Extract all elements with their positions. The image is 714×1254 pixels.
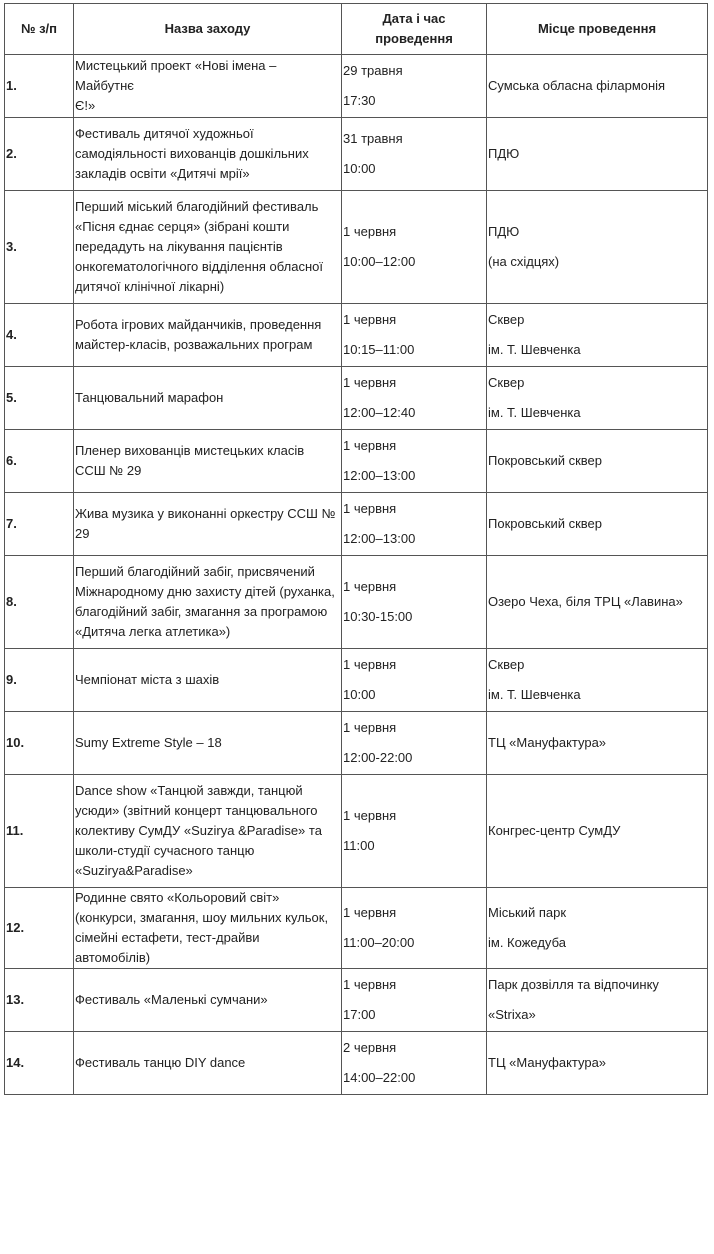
event-name — [74, 712, 342, 775]
event-name — [74, 888, 342, 969]
event-name-line: Перший благодійний забіг, присвячений — [75, 564, 315, 579]
spacer — [488, 923, 707, 933]
event-name — [74, 493, 342, 556]
event-date: 29 травня — [343, 63, 403, 78]
header-date-line1: Дата і час — [382, 11, 446, 26]
event-number: 9. — [5, 649, 74, 712]
spacer — [343, 330, 486, 340]
event-name-line: колективу СумДУ «Suzirya &Paradise» та — [75, 823, 322, 838]
event-datetime — [342, 775, 487, 888]
event-datetime — [342, 367, 487, 430]
event-name-line: усюди» (звітний концерт танцювального — [75, 803, 318, 818]
event-name-line: Пленер вихованців мистецьких класів — [75, 443, 305, 458]
event-place-line: Сквер — [488, 312, 525, 327]
event-datetime — [342, 304, 487, 367]
event-name — [74, 1032, 342, 1095]
event-name-line: Є!» — [75, 98, 96, 113]
header-num: № з/п — [5, 4, 74, 55]
event-time: 10:30-15:00 — [343, 609, 413, 624]
event-time: 17:30 — [343, 93, 376, 108]
event-place — [487, 55, 708, 118]
event-date: 31 травня — [343, 131, 403, 146]
event-place-line: ім. Кожедуба — [488, 935, 566, 950]
header-name: Назва заходу — [74, 4, 342, 55]
event-name — [74, 367, 342, 430]
table-body — [5, 55, 708, 1095]
table-row — [5, 969, 708, 1032]
event-place — [487, 888, 708, 969]
event-time: 11:00 — [343, 838, 375, 853]
event-date: 1 червня — [343, 579, 397, 594]
event-time: 12:00-22:00 — [343, 750, 413, 765]
spacer — [343, 149, 486, 159]
event-date: 1 червня — [343, 657, 397, 672]
event-name-line: Жива музика у виконанні оркестру ССШ № — [75, 506, 336, 521]
event-name-line: «Suzirya&Paradise» — [75, 863, 193, 878]
event-number: 11. — [5, 775, 74, 888]
event-name — [74, 430, 342, 493]
table-row — [5, 191, 708, 304]
spacer — [488, 675, 707, 685]
event-datetime — [342, 118, 487, 191]
event-datetime — [342, 191, 487, 304]
spacer — [343, 242, 486, 252]
event-name — [74, 556, 342, 649]
event-number: 8. — [5, 556, 74, 649]
spacer — [343, 826, 486, 836]
spacer — [343, 81, 486, 91]
event-place — [487, 304, 708, 367]
table-row — [5, 1032, 708, 1095]
event-datetime — [342, 493, 487, 556]
spacer — [343, 519, 486, 529]
event-place-line: ім. Т. Шевченка — [488, 687, 581, 702]
event-place-line: ТЦ «Мануфактура» — [488, 735, 607, 750]
spacer — [343, 738, 486, 748]
table-row — [5, 775, 708, 888]
table-row — [5, 712, 708, 775]
event-place — [487, 1032, 708, 1095]
table-row — [5, 304, 708, 367]
event-place-line: ПДЮ — [488, 224, 520, 239]
event-number: 7. — [5, 493, 74, 556]
event-place-line: Міський парк — [488, 905, 566, 920]
event-place — [487, 430, 708, 493]
event-date: 1 червня — [343, 720, 397, 735]
event-name-line: Перший міський благодійний фестиваль — [75, 199, 319, 214]
event-name-line: 29 — [75, 526, 90, 541]
spacer — [343, 923, 486, 933]
event-place-line: (на східцях) — [488, 254, 560, 269]
table-row — [5, 649, 708, 712]
event-time: 14:00–22:00 — [343, 1070, 416, 1085]
table-row — [5, 55, 708, 118]
spacer — [343, 597, 486, 607]
event-name — [74, 191, 342, 304]
event-name — [74, 649, 342, 712]
event-name-line: Фестиваль «Маленькі сумчани» — [75, 992, 268, 1007]
event-name-line: майстер-класів, розважальних програм — [75, 337, 313, 352]
event-name-line: Dance show «Танцюй завжди, танцюй — [75, 783, 303, 798]
table-row — [5, 493, 708, 556]
table-row — [5, 430, 708, 493]
event-name-line: Міжнародному дню захисту дітей (руханка, — [75, 584, 335, 599]
event-place — [487, 712, 708, 775]
event-place-line: Сквер — [488, 375, 525, 390]
spacer — [488, 995, 707, 1005]
event-place — [487, 118, 708, 191]
event-place-line: «Strixa» — [488, 1007, 536, 1022]
event-number: 14. — [5, 1032, 74, 1095]
event-name-line: передадуть на лікування пацієнтів — [75, 239, 283, 254]
event-place — [487, 191, 708, 304]
event-number: 2. — [5, 118, 74, 191]
event-date: 1 червня — [343, 808, 397, 823]
event-name — [74, 969, 342, 1032]
event-number: 6. — [5, 430, 74, 493]
event-date: 1 червня — [343, 501, 397, 516]
event-place-line: ім. Т. Шевченка — [488, 405, 581, 420]
table-row — [5, 556, 708, 649]
spacer — [343, 1058, 486, 1068]
event-date: 1 червня — [343, 977, 397, 992]
event-place — [487, 969, 708, 1032]
event-name — [74, 118, 342, 191]
event-name-line: (конкурси, змагання, шоу мильних кульок, — [75, 910, 329, 925]
event-place-line: Покровський сквер — [488, 516, 602, 531]
table-header-row — [5, 4, 708, 55]
event-datetime — [342, 430, 487, 493]
event-number: 5. — [5, 367, 74, 430]
event-place-line: Парк дозвілля та відпочинку — [488, 977, 659, 992]
event-date: 2 червня — [343, 1040, 397, 1055]
event-name-line: онкогематологічного відділення обласної — [75, 259, 323, 274]
event-name-line: ССШ № 29 — [75, 463, 142, 478]
event-place-line: Сквер — [488, 657, 525, 672]
event-place-line: Озеро Чеха, біля ТРЦ «Лавина» — [488, 594, 683, 609]
event-number: 4. — [5, 304, 74, 367]
event-name-line: закладів освіти «Дитячі мрії» — [75, 166, 250, 181]
event-number: 10. — [5, 712, 74, 775]
event-time: 12:00–13:00 — [343, 531, 416, 546]
header-date — [342, 4, 487, 55]
event-name-line: Sumy Extreme Style – 18 — [75, 735, 222, 750]
event-time: 11:00–20:00 — [343, 935, 415, 950]
spacer — [488, 330, 707, 340]
event-name-line: дитячої клінічної лікарні) — [75, 279, 225, 294]
event-datetime — [342, 55, 487, 118]
event-name-line: «Пісня єднає серця» (зібрані кошти — [75, 219, 290, 234]
event-place-line: Сумська обласна філармонія — [488, 78, 666, 93]
event-date: 1 червня — [343, 905, 397, 920]
event-name-line: благодійний забіг, змагання за програмою — [75, 604, 328, 619]
event-name-line: Танцювальний марафон — [75, 390, 224, 405]
event-place-line: ТЦ «Мануфактура» — [488, 1055, 607, 1070]
event-datetime — [342, 712, 487, 775]
spacer — [488, 242, 707, 252]
header-place: Місце проведення — [487, 4, 708, 55]
event-datetime — [342, 1032, 487, 1095]
event-number: 13. — [5, 969, 74, 1032]
event-datetime — [342, 556, 487, 649]
event-name-line: сімейні естафети, тест-драйви автомобілів) — [75, 930, 260, 965]
event-datetime — [342, 969, 487, 1032]
event-time: 12:00–12:40 — [343, 405, 416, 420]
event-time: 17:00 — [343, 1007, 376, 1022]
event-date: 1 червня — [343, 438, 397, 453]
event-name-line: Фестиваль танцю DIY dance — [75, 1055, 246, 1070]
header-date-line2: проведення — [375, 31, 453, 46]
event-name-line: «Дитяча легка атлетика») — [75, 624, 231, 639]
event-place-line: ім. Т. Шевченка — [488, 342, 581, 357]
event-number: 1. — [5, 55, 74, 118]
event-place-line: ПДЮ — [488, 146, 520, 161]
event-name-line: Мистецький проект «Нові імена – Майбутнє — [75, 58, 277, 93]
event-datetime — [342, 888, 487, 969]
event-date: 1 червня — [343, 312, 397, 327]
event-name-line: Фестиваль дитячої художньої — [75, 126, 254, 141]
spacer — [343, 393, 486, 403]
event-place — [487, 367, 708, 430]
event-name-line: самодіяльності вихованців дошкільних — [75, 146, 309, 161]
event-place — [487, 556, 708, 649]
events-table — [4, 3, 708, 1095]
event-name — [74, 304, 342, 367]
spacer — [488, 393, 707, 403]
event-place-line: Конгрес-центр СумДУ — [488, 823, 621, 838]
event-time: 12:00–13:00 — [343, 468, 416, 483]
event-date: 1 червня — [343, 224, 397, 239]
table-row — [5, 367, 708, 430]
event-place — [487, 649, 708, 712]
event-name-line: школи-студії сучасного танцю — [75, 843, 255, 858]
event-date: 1 червня — [343, 375, 397, 390]
event-number: 12. — [5, 888, 74, 969]
event-datetime — [342, 649, 487, 712]
event-name — [74, 775, 342, 888]
spacer — [343, 456, 486, 466]
event-place — [487, 493, 708, 556]
event-time: 10:00 — [343, 687, 376, 702]
spacer — [343, 675, 486, 685]
event-place-line: Покровський сквер — [488, 453, 602, 468]
event-name-line: Робота ігрових майданчиків, проведення — [75, 317, 322, 332]
event-number: 3. — [5, 191, 74, 304]
event-time: 10:15–11:00 — [343, 342, 415, 357]
spacer — [343, 995, 486, 1005]
event-time: 10:00–12:00 — [343, 254, 416, 269]
event-name-line: Родинне свято «Кольоровий світ» — [75, 890, 280, 905]
table-row — [5, 888, 708, 969]
event-place — [487, 775, 708, 888]
event-name-line: Чемпіонат міста з шахів — [75, 672, 220, 687]
table-row — [5, 118, 708, 191]
event-name — [74, 55, 342, 118]
event-time: 10:00 — [343, 161, 376, 176]
